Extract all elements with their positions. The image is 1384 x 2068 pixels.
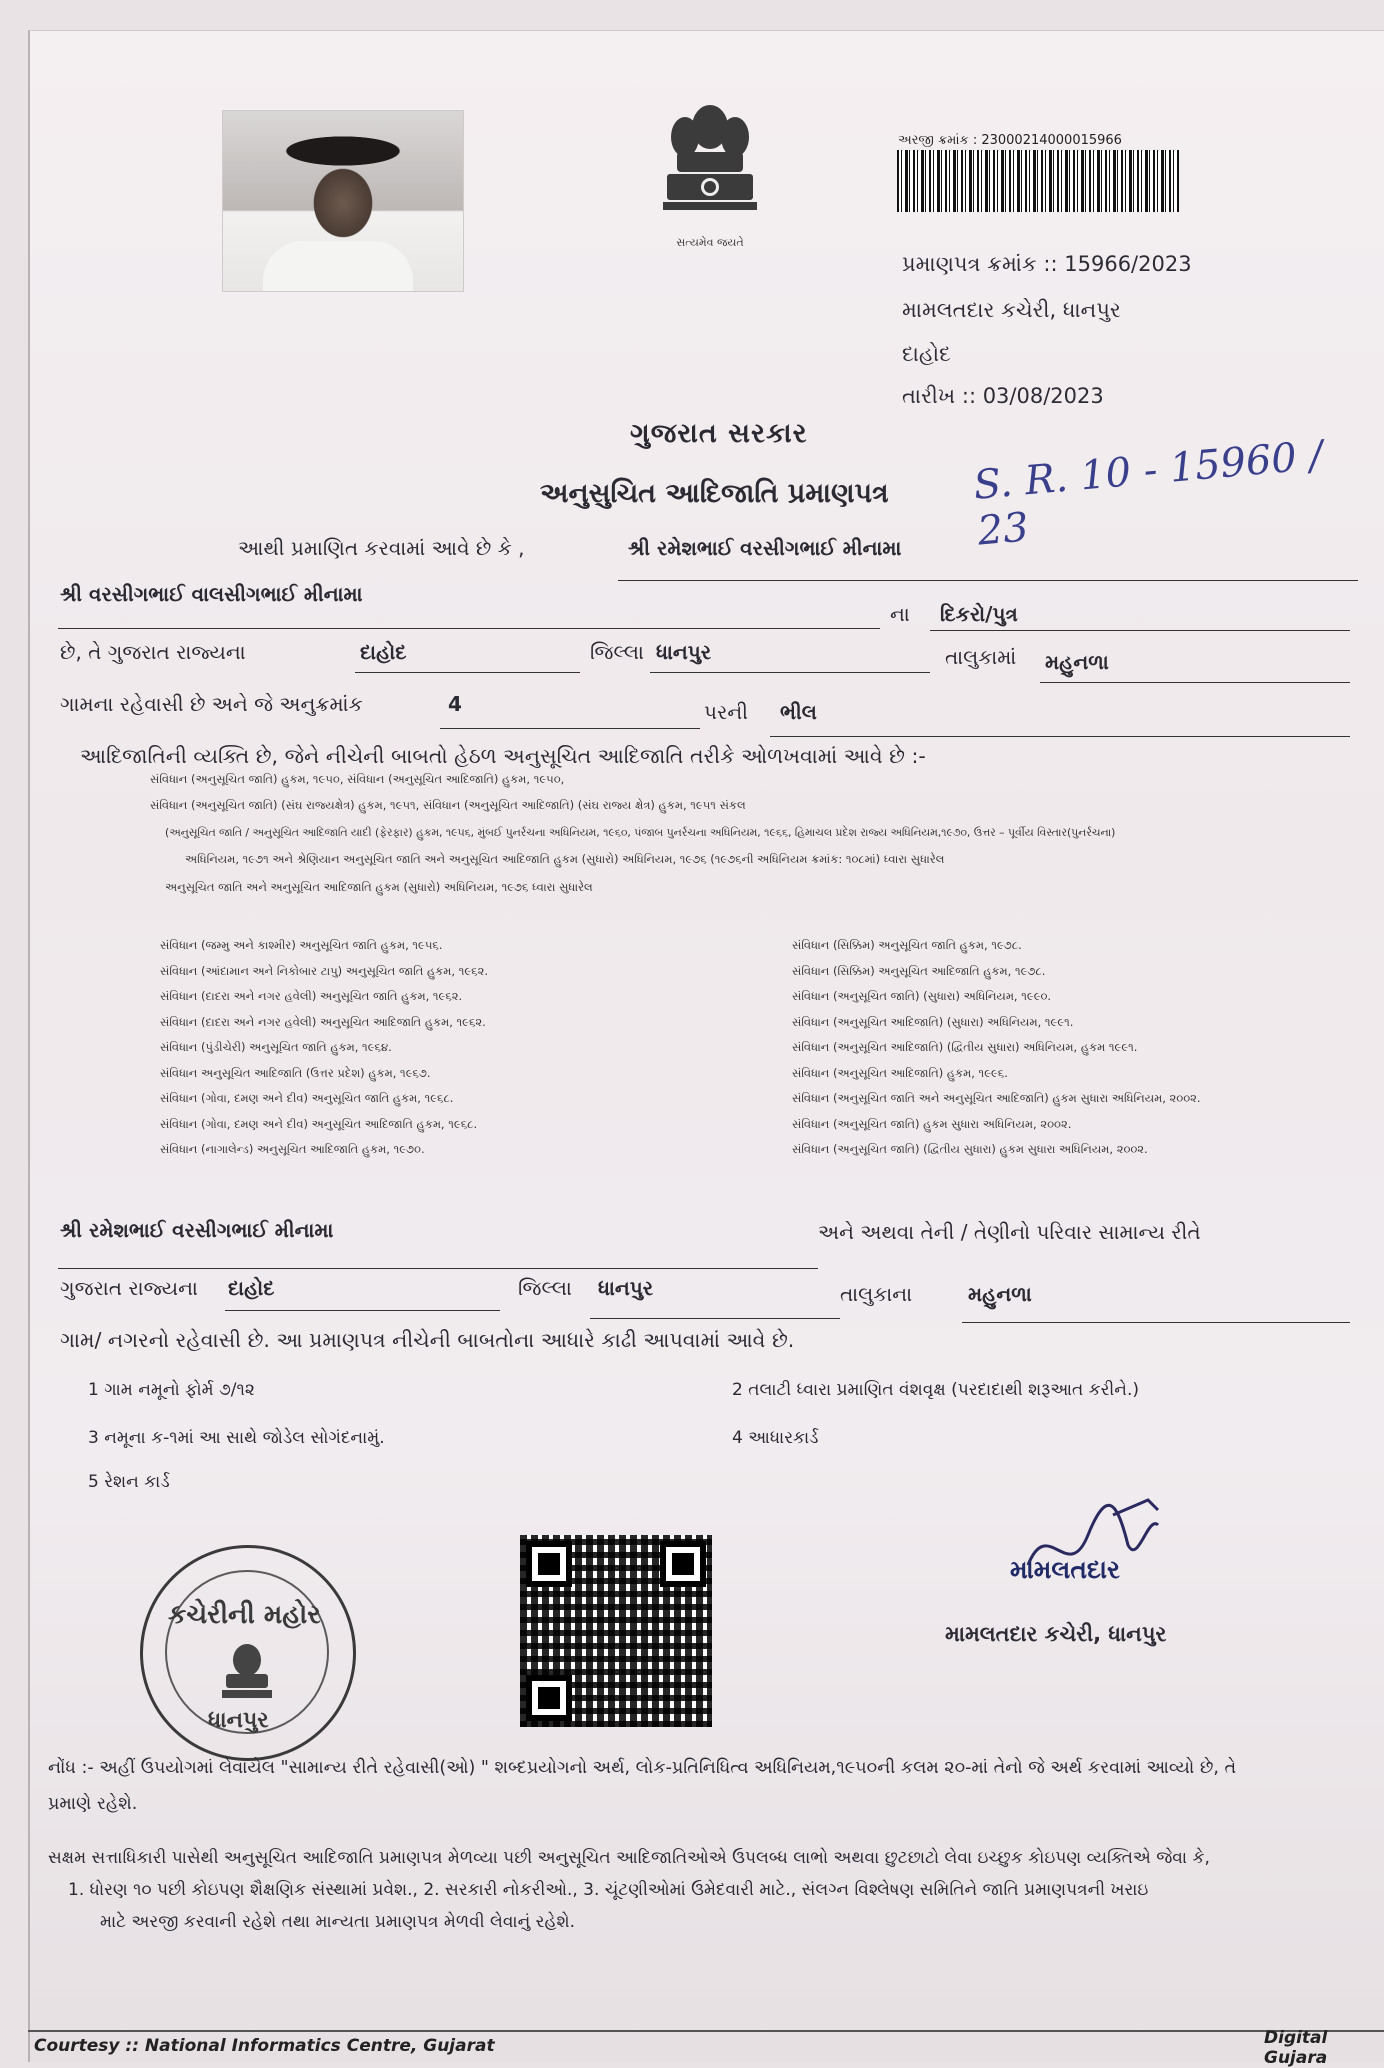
order-item: સંવિધાન (ગોવા, દમણ અને દીવ) અનુસૂચિત આદિજાતિ હુકમ, ૧૯૬૮. — [160, 1116, 478, 1131]
state-prefix: છે, તે ગુજરાત રાજ્યના — [60, 640, 246, 664]
order-line: અધિનિયમ, ૧૯૭૧ અને શ્રેણિયાન અનુસૂચિત જાતિ અને અનુસૂચિત આદિજાતિ હુકમ (સુધારો) અધિનિયમ, ૧૯૭૬ (૧૯૭૬ની અધિનિયમ ક્રમાંક: ૧૦૮માં) ધ્વારા સુધારેલ — [185, 852, 945, 866]
note-2-cont: માટે અરજી કરવાની રહેશે તથા માન્યતા પ્રમાણપત્ર મેળવી લેવાનું રહેશે. — [100, 1912, 576, 1932]
residence-village-value: મહુનળા — [968, 1282, 1032, 1306]
document-item: 2 તલાટી ધ્વારા પ્રમાણિત વંશવૃક્ષ (પરદાદાથી શરૂઆત કરીને.) — [732, 1380, 1139, 1400]
order-line: અનુસૂચિત જાતિ અને અનુસૂચિત આદિજાતિ હુકમ (સુધારો) અધિનિયમ, ૧૯૭૬ ધ્વારા સુધારેલ — [165, 880, 593, 894]
order-item: સંવિધાન (દાદરા અને નગર હવેલી) અનુસૂચિત જાતિ હુકમ, ૧૯૬૨. — [160, 989, 463, 1003]
applicant-name: શ્રી રમેશભાઈ વરસીગભાઈ મીનામા — [628, 536, 902, 560]
order-item: સંવિધાન (અનુસૂચિત જાતિ અને અનુસૂચિત આદિજાતિ) હુકમ સુધારા અધિનિયમ, ૨૦૦૨. — [792, 1091, 1201, 1105]
seal-bottom-text: ધાનપુર — [208, 1708, 269, 1733]
note-2: સક્ષમ સત્તાધિકારી પાસેથી અનુસૂચિત આદિજાતિ પ્રમાણપત્ર મેળવ્યા પછી અનુસૂચિત આદિજાતિઓએ ઉપલબ્ધ લાભો અથવા છુટછાટો લેવા ઇચ્છુક કોઇપણ વ્યક્તિએ જેવા કે, — [48, 1848, 1210, 1868]
rule — [225, 1310, 500, 1311]
emblem-caption: સત્યમેવ જયતે — [676, 236, 744, 249]
tribe-sentence: આદિજાતિની વ્યક્તિ છે, જેને નીચેની બાબતો હેઠળ અનુસૂચિત આદિજાતિ તરીકે ઓળખવામાં આવે છે :- — [80, 744, 926, 768]
rule — [58, 628, 880, 629]
order-item: સંવિધાન (અનુસૂચિત જાતિ) (સુધારા) અધિનિયમ, ૧૯૯૦. — [792, 989, 1052, 1003]
certify-prefix: આથી પ્રમાણિત કરવામાં આવે છે કે , — [238, 536, 525, 560]
rule — [590, 1318, 840, 1319]
father-name: શ્રી વરસીગભાઈ વાલસીગભાઈ મીનામા — [60, 582, 363, 606]
seal-emblem-icon — [212, 1638, 282, 1708]
of-the-label: પરની — [704, 700, 748, 724]
order-item: સંવિધાન (પુંડીચેરી) અનુસૂચિત જાતિ હુકમ, ૧૯૬૪. — [160, 1040, 392, 1054]
signatory-office: મામલતદાર કચેરી, ધાનપુર — [945, 1622, 1167, 1646]
taluka-label: તાલુકામાં — [945, 645, 1017, 669]
residence-taluka-label: તાલુકાના — [840, 1282, 913, 1306]
rule — [440, 728, 700, 729]
document-item: 3 નમૂના ક-૧માં આ સાથે જોડેલ સોગંદનામું. — [88, 1428, 385, 1448]
village-value: મહુનળા — [1045, 650, 1109, 674]
issuing-district: દાહોદ — [902, 342, 951, 366]
order-item: સંવિધાન (સિક્કિમ) અનુસૂચિત આદિજાતિ હુકમ, ૧૯૭૮. — [792, 963, 1046, 978]
seal-text: કચેરીની મહોર — [168, 1600, 321, 1630]
village-prefix: ગામના રહેવાસી છે અને જે અનુક્રમાંક — [60, 692, 363, 716]
order-item: સંવિધાન (અનુસૂચિત આદિજાતિ) હુકમ, ૧૯૯૬. — [792, 1065, 1008, 1080]
order-item: સંવિધાન (જમ્મુ અને કાશ્મીર) અનુસૂચિત જાતિ હુકમ, ૧૯૫૬. — [160, 938, 443, 952]
rule — [355, 672, 580, 673]
order-item: સંવિધાન (અનુસૂચિત આદિજાતિ) (સુધારા) અધિનિયમ, ૧૯૯૧. — [792, 1014, 1074, 1029]
application-number: અરજી ક્રમાંક : 23000214000015966 — [898, 133, 1122, 148]
order-item: સંવિધાન (અનુસૂચિત જાતિ) હુકમ સુધારા અધિનિયમ, ૨૦૦૨. — [792, 1116, 1072, 1131]
of-label: ના — [890, 602, 910, 626]
qr-code — [520, 1535, 712, 1727]
applicant-photo — [222, 110, 464, 292]
rule — [650, 672, 930, 673]
tribe-name: ભીલ — [780, 700, 817, 724]
order-item: સંવિધાન (દાદરા અને નગર હવેલી) અનુસૂચિત આદિજાતિ હુકમ, ૧૯૬૨. — [160, 1014, 486, 1029]
residence-state-prefix: ગુજરાત રાજ્યના — [60, 1276, 198, 1300]
order-line: (અનુસૂચિત જાતિ / અનુસૂચિત આદિજાતિ યાદી (ફેરફાર) હુકમ, ૧૯૫૬, મુંબઈ પુનર્રચના અધિનિયમ, ૧૯૬૦, પંજાબ પુનર્રચના અધિનિયમ, ૧૯૬૬, હિમાચલ પ્રદેશ રાજ્ય અધિનિયમ,૧૯૭૦, ઉત્તર – પૂર્વીય વિસ્તાર(પુનર્રચના) — [165, 826, 1116, 839]
rule — [618, 580, 1358, 581]
document-item: 4 આધારકાર્ડ — [732, 1428, 819, 1448]
rule — [58, 1268, 818, 1269]
ashoka-emblem-icon — [655, 92, 765, 242]
note-1: નોંધ :- અહીં ઉપયોગમાં લેવાયેલ "સામાન્ય રીતે રહેવાસી(ઓ) " શબ્દપ્રયોગનો અર્થ, લોક-પ્રતિનિધિત્વ અધિનિયમ,૧૯૫૦ની કલમ ૨૦-માં તેનો જે અર્થ કરવામાં આવ્યો છે, તે — [48, 1758, 1237, 1778]
barcode — [897, 150, 1179, 212]
family-text: અને અથવા તેની / તેણીનો પરિવાર સામાન્ય રીતે — [818, 1220, 1201, 1244]
orders-left-column — [160, 938, 488, 1168]
order-item: સંવિધાન (અનુસૂચિત આદિજાતિ) (દ્વિતીય સુધારા) અધિનિયમ, હુકમ ૧૯૯૧. — [792, 1040, 1138, 1054]
footer-rule — [28, 2030, 1384, 2032]
rule — [962, 1322, 1350, 1323]
order-item: સંવિધાન (આંદામાન અને નિકોબાર ટાપુ) અનુસૂચિત જાતિ હુકમ, ૧૯૬૨. — [160, 963, 489, 978]
document-item: 5 રેશન કાર્ડ — [88, 1472, 170, 1492]
relation: દિકરો/પુત્ર — [940, 602, 1018, 626]
rule — [770, 736, 1350, 737]
handwritten-reference: S. R. 10 - 15960 / 23 — [971, 432, 1325, 555]
residence-taluka-value: ધાનપુર — [598, 1276, 654, 1300]
certificate-title: અનુસુચિત આદિજાતિ પ્રમાણપત્ર — [540, 478, 889, 509]
note-2-list: 1. ધોરણ ૧૦ પછી કોઇપણ શૈક્ષણિક સંસ્થામાં પ્રવેશ., 2. સરકારી નોકરીઓ., 3. ચૂંટણીઓમાં ઉમેદવારી માટે., સંલગ્ન વિશ્લેષણ સમિતિને જાતિ પ્રમાણપત્રની ખરાઇ — [68, 1880, 1149, 1900]
rule — [1040, 682, 1350, 683]
note-1-cont: પ્રમાણે રહેશે. — [48, 1794, 138, 1814]
document-item: 1 ગામ નમૂનો ફોર્મ ૭/૧૨ — [88, 1380, 255, 1400]
district-label: જિલ્લા — [590, 640, 644, 664]
orders-right-column — [792, 938, 1201, 1168]
government-title: ગુજરાત સરકાર — [630, 418, 808, 449]
serial-number: 4 — [448, 692, 462, 716]
certificate-number: પ્રમાણપત્ર ક્રમાંક :: 15966/2023 — [902, 252, 1192, 276]
issue-date: તારીખ :: 03/08/2023 — [902, 384, 1104, 408]
taluka-value: ધાનપુર — [656, 640, 712, 664]
order-item: સંવિધાન (સિક્કિમ) અનુસૂચિત જાતિ હુકમ, ૧૯૭૮. — [792, 938, 1022, 952]
footer-digital: Digital Gujara — [1264, 2028, 1328, 2068]
order-item: સંવિધાન (અનુસૂચિત જાતિ) (દ્વિતીય સુધારા) હુકમ સુધારા અધિનિયમ, ૨૦૦૨. — [792, 1142, 1148, 1156]
rule — [930, 630, 1350, 631]
signatory-title: મામલતદાર — [1010, 1555, 1120, 1584]
order-line: સંવિધાન (અનુસૂચિત જાતિ) હુકમ, ૧૯૫૦, સંવિધાન (અનુસૂચિત આદિજાતિ) હુકમ, ૧૯૫૦, — [150, 772, 565, 786]
order-item: સંવિધાન (ગોવા, દમણ અને દીવ) અનુસૂચિત જાતિ હુકમ, ૧૯૬૮. — [160, 1091, 454, 1105]
residence-district-value: દાહોદ — [228, 1276, 275, 1300]
order-item: સંવિધાન અનુસૂચિત આદિજાતિ (ઉત્તર પ્રદેશ) હુકમ, ૧૯૬૭. — [160, 1065, 431, 1080]
order-item: સંવિધાન (નાગાલેન્ડ) અનુસૂચિત આદિજાતિ હુકમ, ૧૯૭૦. — [160, 1142, 425, 1156]
district-value: દાહોદ — [360, 640, 407, 664]
footer-courtesy: Courtesy :: National Informatics Centre, Gujarat — [34, 2036, 495, 2056]
basis-text: ગામ/ નગરનો રહેવાસી છે. આ પ્રમાણપત્ર નીચેની બાબતોના આધારે કાઢી આપવામાં આવે છે. — [60, 1328, 795, 1352]
resident-name: શ્રી રમેશભાઈ વરસીગભાઈ મીનામા — [60, 1218, 334, 1242]
issuing-office: મામલતદાર કચેરી, ધાનપુર — [902, 298, 1121, 322]
order-line: સંવિધાન (અનુસૂચિત જાતિ) (સંઘ રાજ્યક્ષેત્ર) હુકમ, ૧૯૫૧, સંવિધાન (અનુસૂચિત આદિજાતિ) (સંઘ રાજ્ય ક્ષેત્ર) હુકમ, ૧૯૫૧ સંકલ — [150, 798, 746, 812]
residence-district-label: જિલ્લા — [518, 1276, 572, 1300]
